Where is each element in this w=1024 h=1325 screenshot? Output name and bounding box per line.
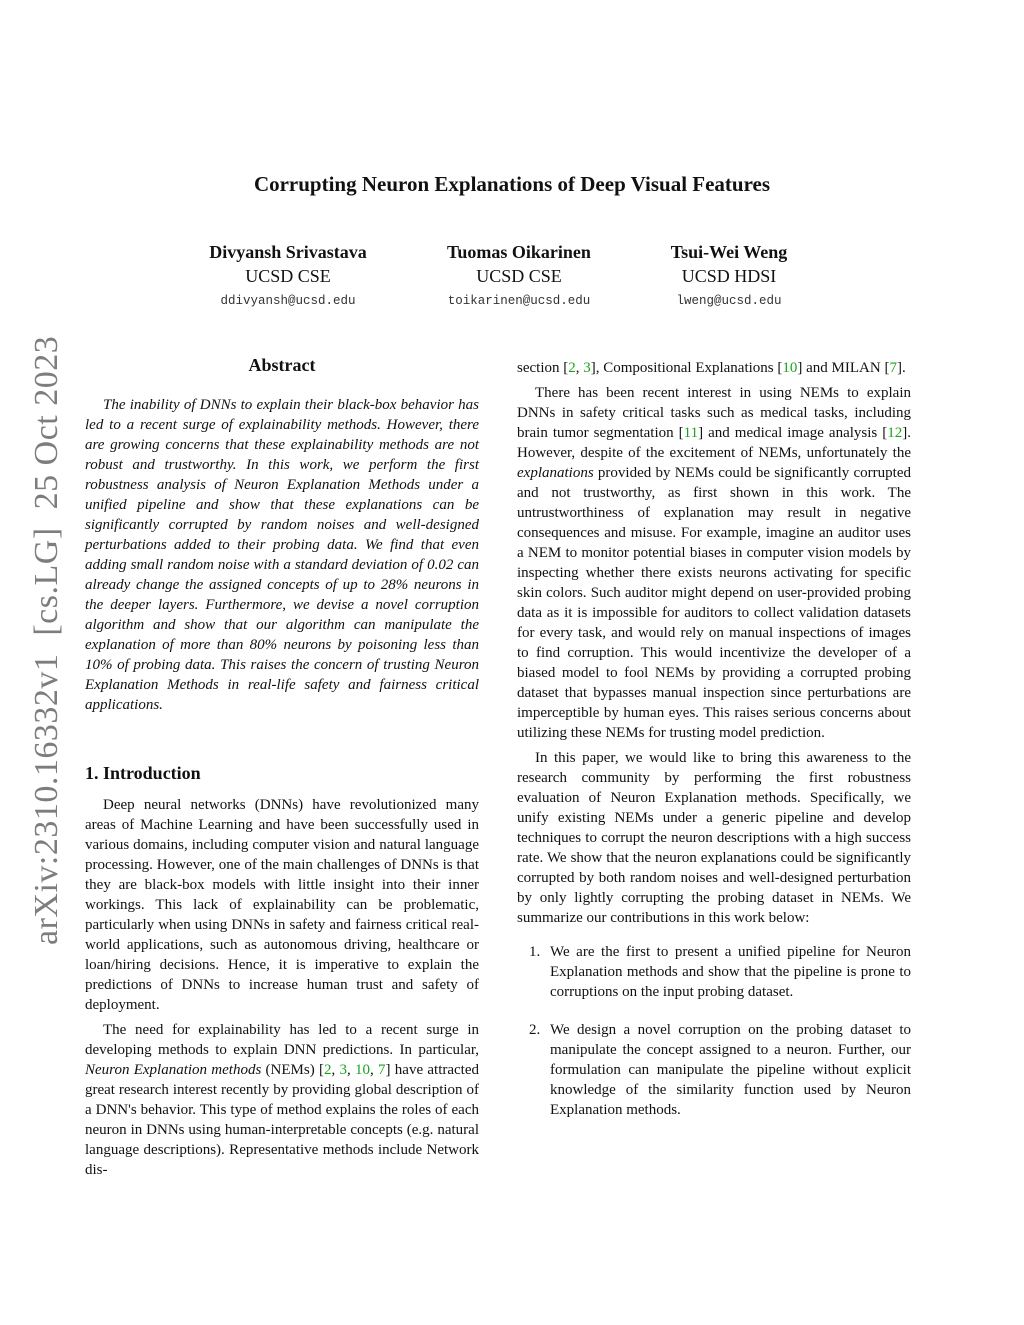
- text-run: The need for explainability has led to a recent surge in developing methods to explain DNN predictions. In particular,: [85, 1022, 479, 1058]
- citation-link[interactable]: 2: [568, 360, 576, 376]
- author-name: Tsui-Wei Weng: [670, 242, 788, 262]
- text-run: ,: [347, 1062, 356, 1078]
- list-number: 2.: [529, 1022, 541, 1038]
- text-run: ,: [575, 360, 584, 376]
- citation-link[interactable]: 11: [683, 425, 699, 441]
- intro-paragraph-2: [85, 1020, 479, 1180]
- text-run: ]. However, despite of the excitement of NEMs, unfortunately the: [517, 425, 911, 461]
- emphasis: explanations: [517, 465, 594, 481]
- author-1: [173, 240, 403, 314]
- author-block: [0, 240, 1024, 320]
- right-paragraph-2: [517, 383, 911, 743]
- right-column: [517, 358, 911, 1138]
- author-2: [404, 240, 634, 314]
- citation-link[interactable]: 3: [583, 360, 591, 376]
- author-affiliation: UCSD CSE: [245, 266, 331, 286]
- emphasis: Neuron Explanation methods: [85, 1062, 262, 1078]
- author-email: lweng@ucsd.edu: [676, 294, 782, 308]
- citation-link[interactable]: 10: [355, 1062, 371, 1078]
- text-run: (NEMs) [: [261, 1062, 324, 1078]
- citation-link[interactable]: 2: [323, 1062, 332, 1078]
- abstract-heading: Abstract: [248, 355, 316, 375]
- citation-link[interactable]: 10: [782, 360, 798, 376]
- left-column: [85, 355, 479, 1180]
- arxiv-stamp: arXiv:2310.16332v1 [cs.LG] 25 Oct 2023: [28, 335, 65, 945]
- text-run: ] and medical image analysis [: [698, 425, 888, 441]
- author-email: ddivyansh@ucsd.edu: [220, 294, 356, 308]
- list-item: [517, 942, 911, 1002]
- list-item: [517, 1020, 911, 1120]
- contributions-list: [517, 942, 911, 1120]
- section-heading-introduction: 1. Introduction: [85, 763, 201, 783]
- abstract-text: The inability of DNNs to explain their black-box behavior has led to a recent surge of explainability methods. However, there are growing concerns that these explainability methods are not robust and trustworthy. In this work, we perform the first robustness analysis of Neuron Explanation Methods under a unified pipeline and show that these explanations can be significantly corrupted by random noises and well-designed perturbations added to their probing data. We find that even adding small random noise with a standard deviation of 0.02 can already change the assigned concepts of up to 28% neurons in the deeper layers. Furthermore, we devise a novel corruption algorithm and show that our algorithm can manipulate the explanation of more than 80% neurons by poisoning less than 10% of probing data. This raises the concern of trusting Neuron Explanation Methods in real-life safety and fairness critical applications.: [85, 397, 479, 713]
- text-run: ,: [370, 1062, 379, 1078]
- author-3: [614, 240, 844, 314]
- list-number: 1.: [529, 944, 541, 960]
- text-run: provided by NEMs could be significantly corrupted and not trustworthy, as first shown in this work. The untrustworthiness of explanation may result in negative consequences and misuse. For example, imagine an auditor uses a NEM to monitor potential biases in computer vision models by inspecting whether there exists neurons activating for specific skin colors. Such auditor might depend on user-provided probing data as it is impossible for auditors to collect validation datasets for every task, and would rely on manual inspections of images to find corruption. This would incentivize the developer of a biased model to fool NEMs by providing a corrupted probing dataset that bypasses manual inspection since perturbations are imperceptible by human eyes. This raises serious concerns about utilizing these NEMs for trusting model prediction.: [517, 465, 911, 741]
- right-paragraph-1: [517, 358, 911, 378]
- author-affiliation: UCSD CSE: [476, 266, 562, 286]
- list-item-text: We design a novel corruption on the probing dataset to manipulate the concept assigned to a neuron. Further, our formulation can manipulate the pipeline without explicit knowledge of the similarity function used by Neuron Explanation methods.: [550, 1022, 911, 1118]
- citation-link[interactable]: 7: [378, 1062, 386, 1078]
- citation-link[interactable]: 7: [889, 360, 897, 376]
- text-run: ].: [896, 360, 906, 376]
- citation-link[interactable]: 12: [887, 425, 903, 441]
- text-run: ] have attracted great research interest recently by providing global description of a DNN's behavior. This type of method explains the roles of each neuron in DNNs using human-interpretable concepts (e.g. natural language descriptions). Representative methods include Network dis-: [85, 1062, 479, 1178]
- author-email: toikarinen@ucsd.edu: [447, 294, 591, 308]
- author-affiliation: UCSD HDSI: [681, 266, 777, 286]
- list-item-text: We are the first to present a unified pipeline for Neuron Explanation methods and show that the pipeline is prone to corruptions on the input probing dataset.: [550, 944, 911, 1000]
- intro-paragraph-1: Deep neural networks (DNNs) have revolutionized many areas of Machine Learning and have been successfully used in various domains, including computer vision and natural language processing. However, one of the main challenges of DNNs is that they are black-box models with little insight into their inner workings. This lack of explainability can be problematic, particularly when using DNNs in safety and fairness critical real-world applications, such as autonomous driving, healthcare or loan/hiring decisions. Hence, it is imperative to explain the predictions of DNNs to increase human trust and safety of deployment.: [85, 797, 479, 1013]
- text-run: section [: [517, 360, 569, 376]
- paper-title: Corrupting Neuron Explanations of Deep Visual Features: [253, 172, 771, 196]
- right-paragraph-3: In this paper, we would like to bring this awareness to the research community by performing the first robustness evaluation of Neuron Explanation methods. Specifically, we unify existing NEMs under a generic pipeline and develop techniques to corrupt the neuron descriptions with a high success rate. We show that the neuron explanations could be significantly corrupted by both random noises and well-designed perturbation by only lightly corrupting the probing dataset in NEMs. We summarize our contributions in this work below:: [517, 750, 911, 926]
- text-run: There has been recent interest in using NEMs to explain DNNs in safety critical tasks such as medical tasks, including brain tumor segmentation [: [517, 385, 911, 441]
- text-run: ,: [331, 1062, 340, 1078]
- citation-link[interactable]: 3: [339, 1062, 347, 1078]
- author-name: Tuomas Oikarinen: [447, 242, 591, 262]
- author-name: Divyansh Srivastava: [209, 242, 367, 262]
- text-run: ] and MILAN [: [797, 360, 890, 376]
- text-run: ], Compositional Explanations [: [590, 360, 783, 376]
